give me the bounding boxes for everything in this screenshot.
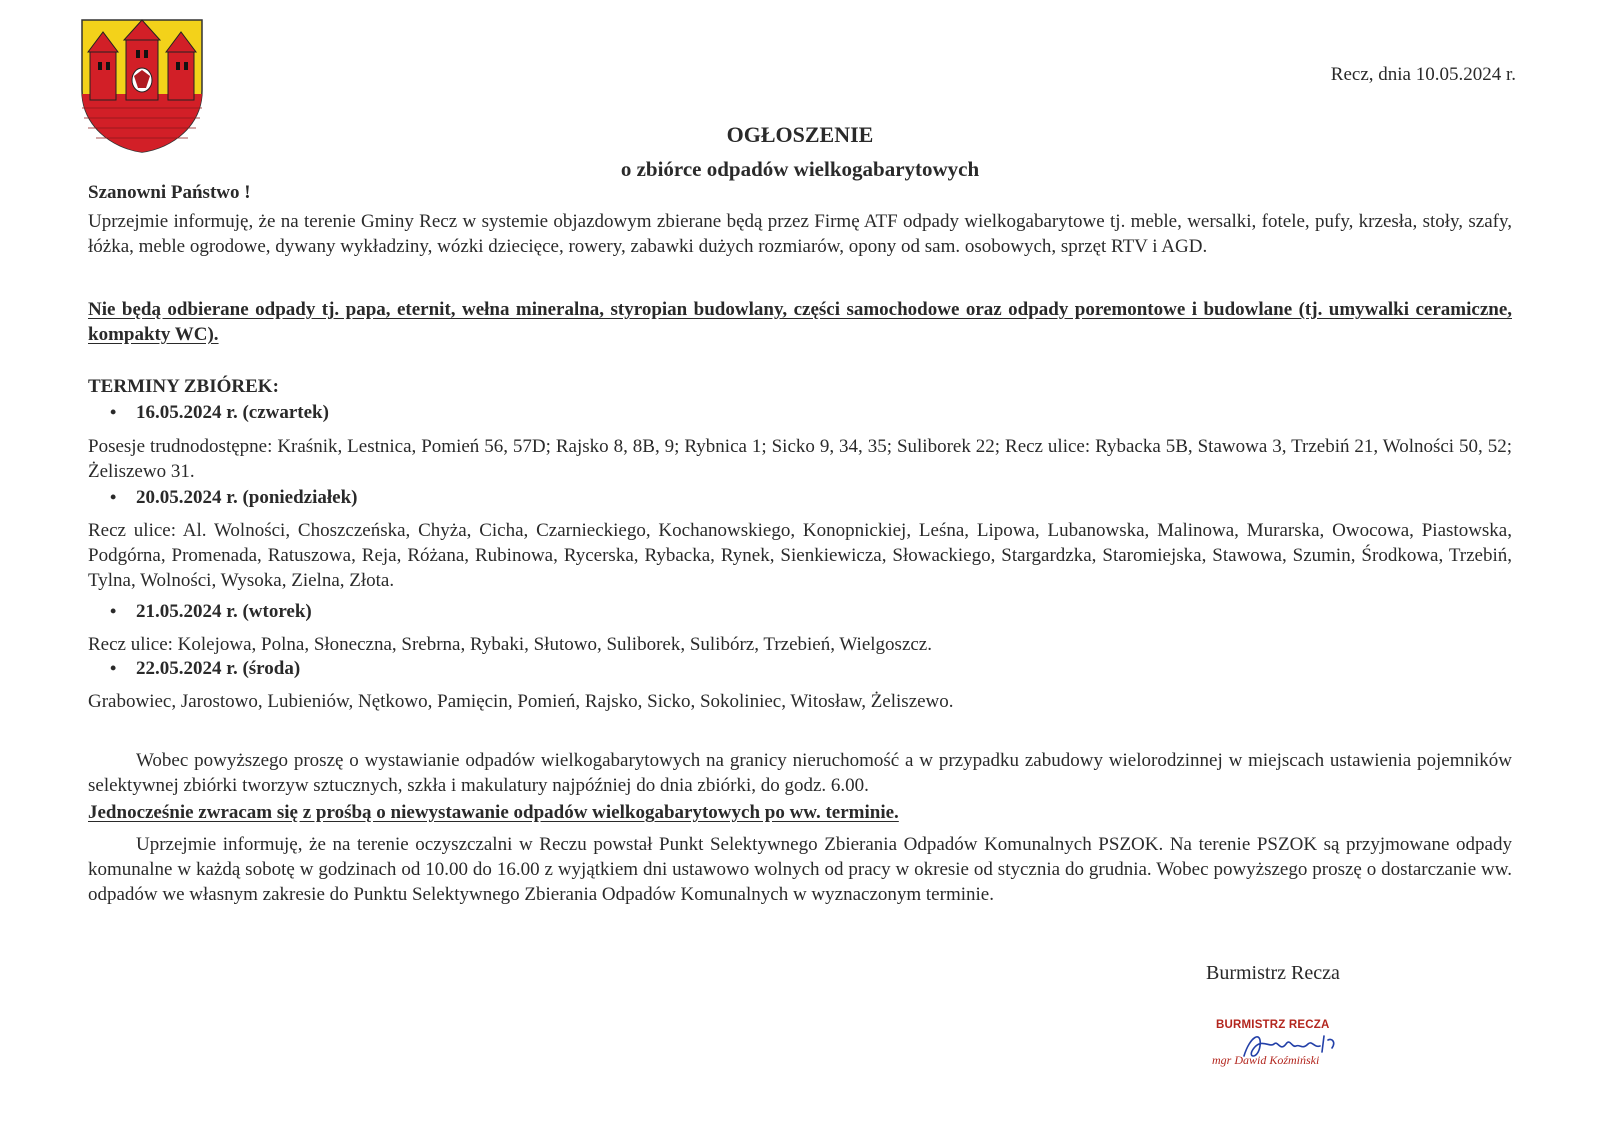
bullet-icon: • xyxy=(110,402,117,422)
signer-role: Burmistrz Recza xyxy=(1206,962,1340,984)
schedule-places-2: Recz ulice: Al. Wolności, Choszczeńska, Chyża, Cicha, Czarnieckiego, Kochanowskiego, Konopnickiej, Leśna, Lipowa, Lubanowska, Malinowa, Murarska, Owocowa, Piastowska, Podgórna, Promenada, Ratuszowa, Reja, Różana, Rubinowa, Rycerska, Rybacka, Rynek, Sienkiewicza, Słowackiego, Stargardzka, Staromiejska, Stawowa, Szumin, Środkowa, Trzebiń, Tylna, Wolności, Wysoka, Zielna, Złota. xyxy=(88,520,1512,591)
schedule-date-label: 22.05.2024 r. (środa) xyxy=(136,658,301,679)
schedule-date-label: 16.05.2024 r. (czwartek) xyxy=(136,402,329,423)
greeting: Szanowni Państwo ! xyxy=(88,182,251,203)
schedule-places-3: Recz ulice: Kolejowa, Polna, Słoneczna, Srebrna, Rybaki, Słutowo, Suliborek, Sulibórz, Trzebień, Wielgoszcz. xyxy=(88,634,932,655)
intro-paragraph: Uprzejmie informuję, że na terenie Gminy Recz w systemie objazdowym zbierane będą przez Firmę ATF odpady wielkogabarytowe tj. meble, wersalki, fotele, pufy, krzesła, stoły, szafy, łóżka, meble ogrodowe, dywany wykładziny, wózki dziecięce, rowery, zabawki dużych rozmiarów, opony od sam. osobowych, sprzęt RTV i AGD. xyxy=(88,211,1512,257)
schedule-places-4: Grabowiec, Jarostowo, Lubieniów, Nętkowo, Pamięcin, Pomień, Rajsko, Sicko, Sokoliniec, Witosław, Żeliszewo. xyxy=(88,691,954,712)
schedule-date-3 xyxy=(110,601,312,623)
bullet-icon: • xyxy=(110,601,117,621)
schedule-date-4 xyxy=(110,658,300,680)
place-and-date: Recz, dnia 10.05.2024 r. xyxy=(1330,64,1516,85)
schedule-places-1: Posesje trudnodostępne: Kraśnik, Lestnica, Pomień 56, 57D; Rajsko 8, 8B, 9; Rybnica 1; Sicko 9, 34, 35; Suliborek 22; Recz ulice: Rybacka 5B, Stawowa 3, Trzebiń 21, Wolności 50, 52; Żeliszewo 31. xyxy=(88,436,1512,482)
closing-paragraph-2: Uprzejmie informuję, że na terenie oczyszczalni w Reczu powstał Punkt Selektywnego Zbierania Odpadów Komunalnych PSZOK. Na terenie PSZOK są przyjmowane odpady komunalne w każdą sobotę w godzinach od 10.00 do 16.00 z wyjątkiem dni ustawowo wolnych od pracy w okresie od stycznia do grudnia. Wobec powyższego proszę o dostarczanie ww. odpadów we własnym zakresie do Punktu Selektywnego Zbierania Odpadów Komunalnych w wyznaczonym terminie. xyxy=(88,834,1512,905)
excluded-waste-warning: Nie będą odbierane odpady tj. papa, eternit, wełna mineralna, styropian budowlany, części samochodowe oraz odpady poremontowe i budowlane (tj. umywalki ceramiczne, kompakty WC). xyxy=(88,299,1512,345)
announcement-title: OGŁOSZENIE xyxy=(726,122,874,147)
announcement-subtitle: o zbiórce odpadów wielkogabarytowych xyxy=(620,157,980,181)
stamp-title: BURMISTRZ RECZA xyxy=(1216,1019,1330,1031)
bullet-icon: • xyxy=(110,487,117,507)
schedule-date-label: 20.05.2024 r. (poniedziałek) xyxy=(136,487,358,508)
schedule-date-2 xyxy=(110,487,358,509)
bullet-icon: • xyxy=(110,658,117,678)
stamp-name: mgr Dawid Koźmiński xyxy=(1212,1053,1320,1067)
schedule-date-1 xyxy=(110,402,329,424)
closing-request: Jednocześnie zwracam się z prośbą o niewystawanie odpadów wielkogabarytowych po ww. terminie. xyxy=(88,802,899,823)
schedule-heading: TERMINY ZBIÓREK: xyxy=(88,376,279,397)
closing-paragraph-1: Wobec powyższego proszę o wystawianie odpadów wielkogabarytowych na granicy nieruchomość a w przypadku zabudowy wielorodzinnej w miejscach ustawienia pojemników selektywnej zbiórki tworzyw sztucznych, szkła i makulatury najpóźniej do dnia zbiórki, do godz. 6.00. xyxy=(88,750,1512,796)
schedule-date-label: 21.05.2024 r. (wtorek) xyxy=(136,601,312,622)
